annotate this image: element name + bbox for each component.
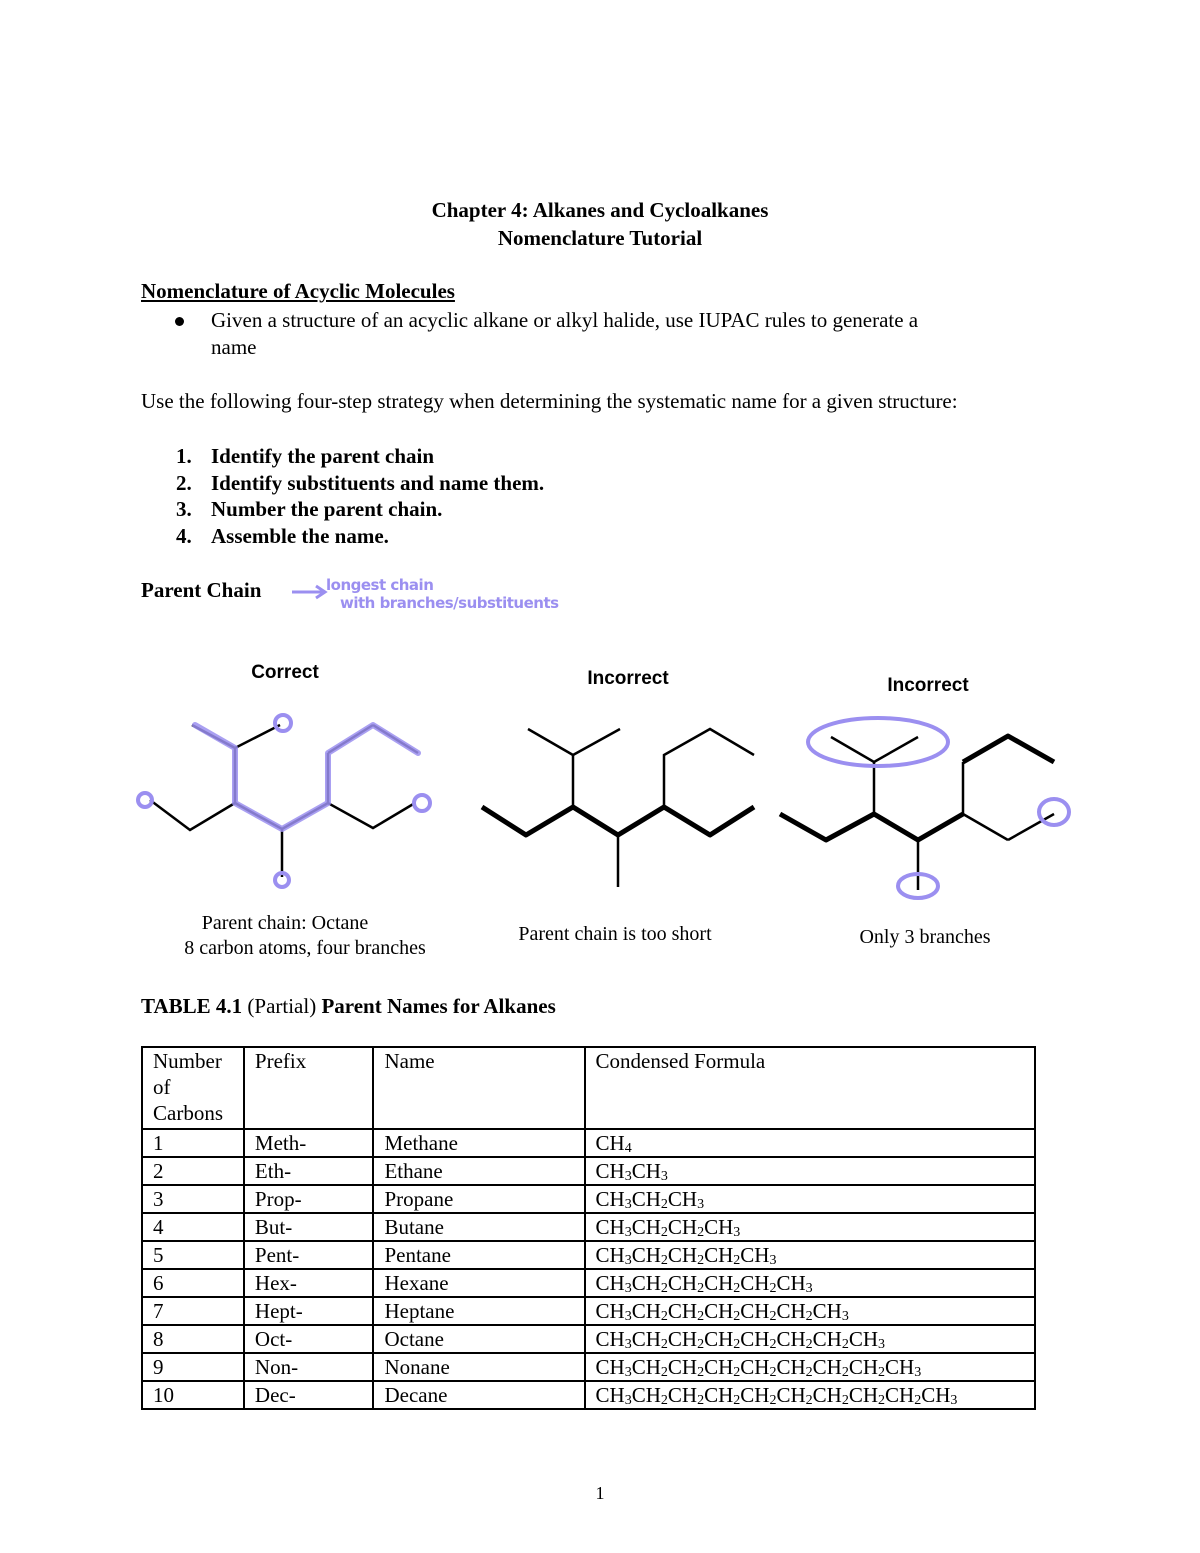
cell-name: Butane: [373, 1213, 584, 1241]
cell-number: 2: [142, 1157, 244, 1185]
table-row: [142, 1241, 1035, 1269]
page-title: Chapter 4: Alkanes and Cycloalkanes: [431, 198, 769, 222]
bullet-text-line2: name: [211, 335, 257, 359]
step-item: 1. Identify the parent chain: [176, 444, 435, 468]
cell-formula: $CH_3CH_2CH_2CH_3$: [585, 1213, 1035, 1241]
table-row: [142, 1381, 1035, 1409]
correct-caption-line1: Parent chain: Octane: [201, 912, 369, 934]
arrow-icon: [290, 582, 330, 602]
cell-number: 10: [142, 1381, 244, 1409]
page-number: 1: [595, 1483, 605, 1503]
table-row: [142, 1213, 1035, 1241]
cell-name: Ethane: [373, 1157, 584, 1185]
table-caption: TABLE 4.1 (Partial) Parent Names for Alkanes: [141, 994, 556, 1018]
page-subtitle: Nomenclature Tutorial: [497, 226, 703, 250]
cell-number: 9: [142, 1353, 244, 1381]
cell-name: Decane: [373, 1381, 584, 1409]
table-row: [142, 1269, 1035, 1297]
cell-name: Nonane: [373, 1353, 584, 1381]
cell-number: 7: [142, 1297, 244, 1325]
cell-formula: $CH_3CH_2CH_3$: [585, 1185, 1035, 1213]
cell-name: Octane: [373, 1325, 584, 1353]
incorrect-structure-diagram-2: [776, 712, 1076, 902]
cell-prefix: Eth-: [244, 1157, 374, 1185]
cell-prefix: Oct-: [244, 1325, 374, 1353]
strategy-steps: [141, 443, 544, 549]
header-prefix: Prefix: [244, 1047, 374, 1129]
cell-prefix: But-: [244, 1213, 374, 1241]
parent-chain-heading: Parent Chain: [141, 578, 262, 602]
table-row: [142, 1353, 1035, 1381]
cell-number: 6: [142, 1269, 244, 1297]
cell-formula: $CH_3CH_2CH_2CH_2CH_2CH_2CH_2CH_3$: [585, 1325, 1035, 1353]
acyclic-heading: Nomenclature of Acyclic Molecules: [141, 279, 455, 303]
handwritten-note-line2: with branches/substituents: [340, 594, 559, 612]
cell-name: Propane: [373, 1185, 584, 1213]
header-name: Name: [373, 1047, 584, 1129]
correct-structure-diagram: [130, 705, 440, 900]
cell-prefix: Hex-: [244, 1269, 374, 1297]
cell-prefix: Dec-: [244, 1381, 374, 1409]
cell-prefix: Prop-: [244, 1185, 374, 1213]
header-formula: Condensed Formula: [585, 1047, 1035, 1129]
cell-formula: $CH_4$: [585, 1129, 1035, 1157]
cell-number: 5: [142, 1241, 244, 1269]
bullet-text-line1: Given a structure of an acyclic alkane or alkyl halide, use IUPAC rules to generate a: [211, 308, 919, 332]
alkane-table: [141, 1046, 1036, 1410]
cell-prefix: Pent-: [244, 1241, 374, 1269]
strategy-intro: Use the following four-step strategy when determining the systematic name for a given structure:: [141, 389, 958, 413]
diagram-correct-label: Correct: [251, 662, 319, 683]
cell-formula: $CH_3CH_3$: [585, 1157, 1035, 1185]
diagram-incorrect-label-2: Incorrect: [887, 675, 969, 696]
cell-number: 1: [142, 1129, 244, 1157]
header-number: Number of Carbons: [142, 1047, 244, 1129]
table-row: [142, 1325, 1035, 1353]
table-row: [142, 1297, 1035, 1325]
table-row: [142, 1129, 1035, 1157]
step-item: 2. Identify substituents and name them.: [176, 470, 545, 495]
cell-name: Heptane: [373, 1297, 584, 1325]
incorrect-caption-1: Parent chain is too short: [518, 923, 712, 945]
step-item: 4. Assemble the name.: [176, 523, 389, 548]
table-row: [142, 1157, 1035, 1185]
bullet-icon: [175, 317, 184, 326]
table-row: [142, 1185, 1035, 1213]
cell-formula: $CH_3CH_2CH_2CH_2CH_2CH_2CH_3$: [585, 1297, 1035, 1325]
incorrect-caption-2: Only 3 branches: [859, 926, 991, 948]
step-item: 3. Number the parent chain.: [176, 497, 443, 521]
cell-number: 3: [142, 1185, 244, 1213]
cell-prefix: Non-: [244, 1353, 374, 1381]
cell-number: 4: [142, 1213, 244, 1241]
cell-name: Methane: [373, 1129, 584, 1157]
table-header-row: [142, 1047, 1035, 1129]
cell-formula: $CH_3CH_2CH_2CH_2CH_2CH_3$: [585, 1269, 1035, 1297]
cell-prefix: Hept-: [244, 1297, 374, 1325]
cell-formula: $CH_3CH_2CH_2CH_2CH_2CH_2CH_2CH_2CH_2CH_3$: [585, 1381, 1035, 1409]
cell-number: 8: [142, 1325, 244, 1353]
handwritten-note-line1: longest chain: [326, 576, 434, 594]
table-body: [142, 1129, 1035, 1409]
diagram-incorrect-label-1: Incorrect: [587, 668, 669, 689]
incorrect-structure-diagram-1: [478, 715, 768, 895]
cell-name: Pentane: [373, 1241, 584, 1269]
cell-name: Hexane: [373, 1269, 584, 1297]
cell-prefix: Meth-: [244, 1129, 374, 1157]
cell-formula: $CH_3CH_2CH_2CH_2CH_3$: [585, 1241, 1035, 1269]
correct-caption-line2: 8 carbon atoms, four branches: [184, 937, 426, 959]
cell-formula: $CH_3CH_2CH_2CH_2CH_2CH_2CH_2CH_2CH_3$: [585, 1353, 1035, 1381]
